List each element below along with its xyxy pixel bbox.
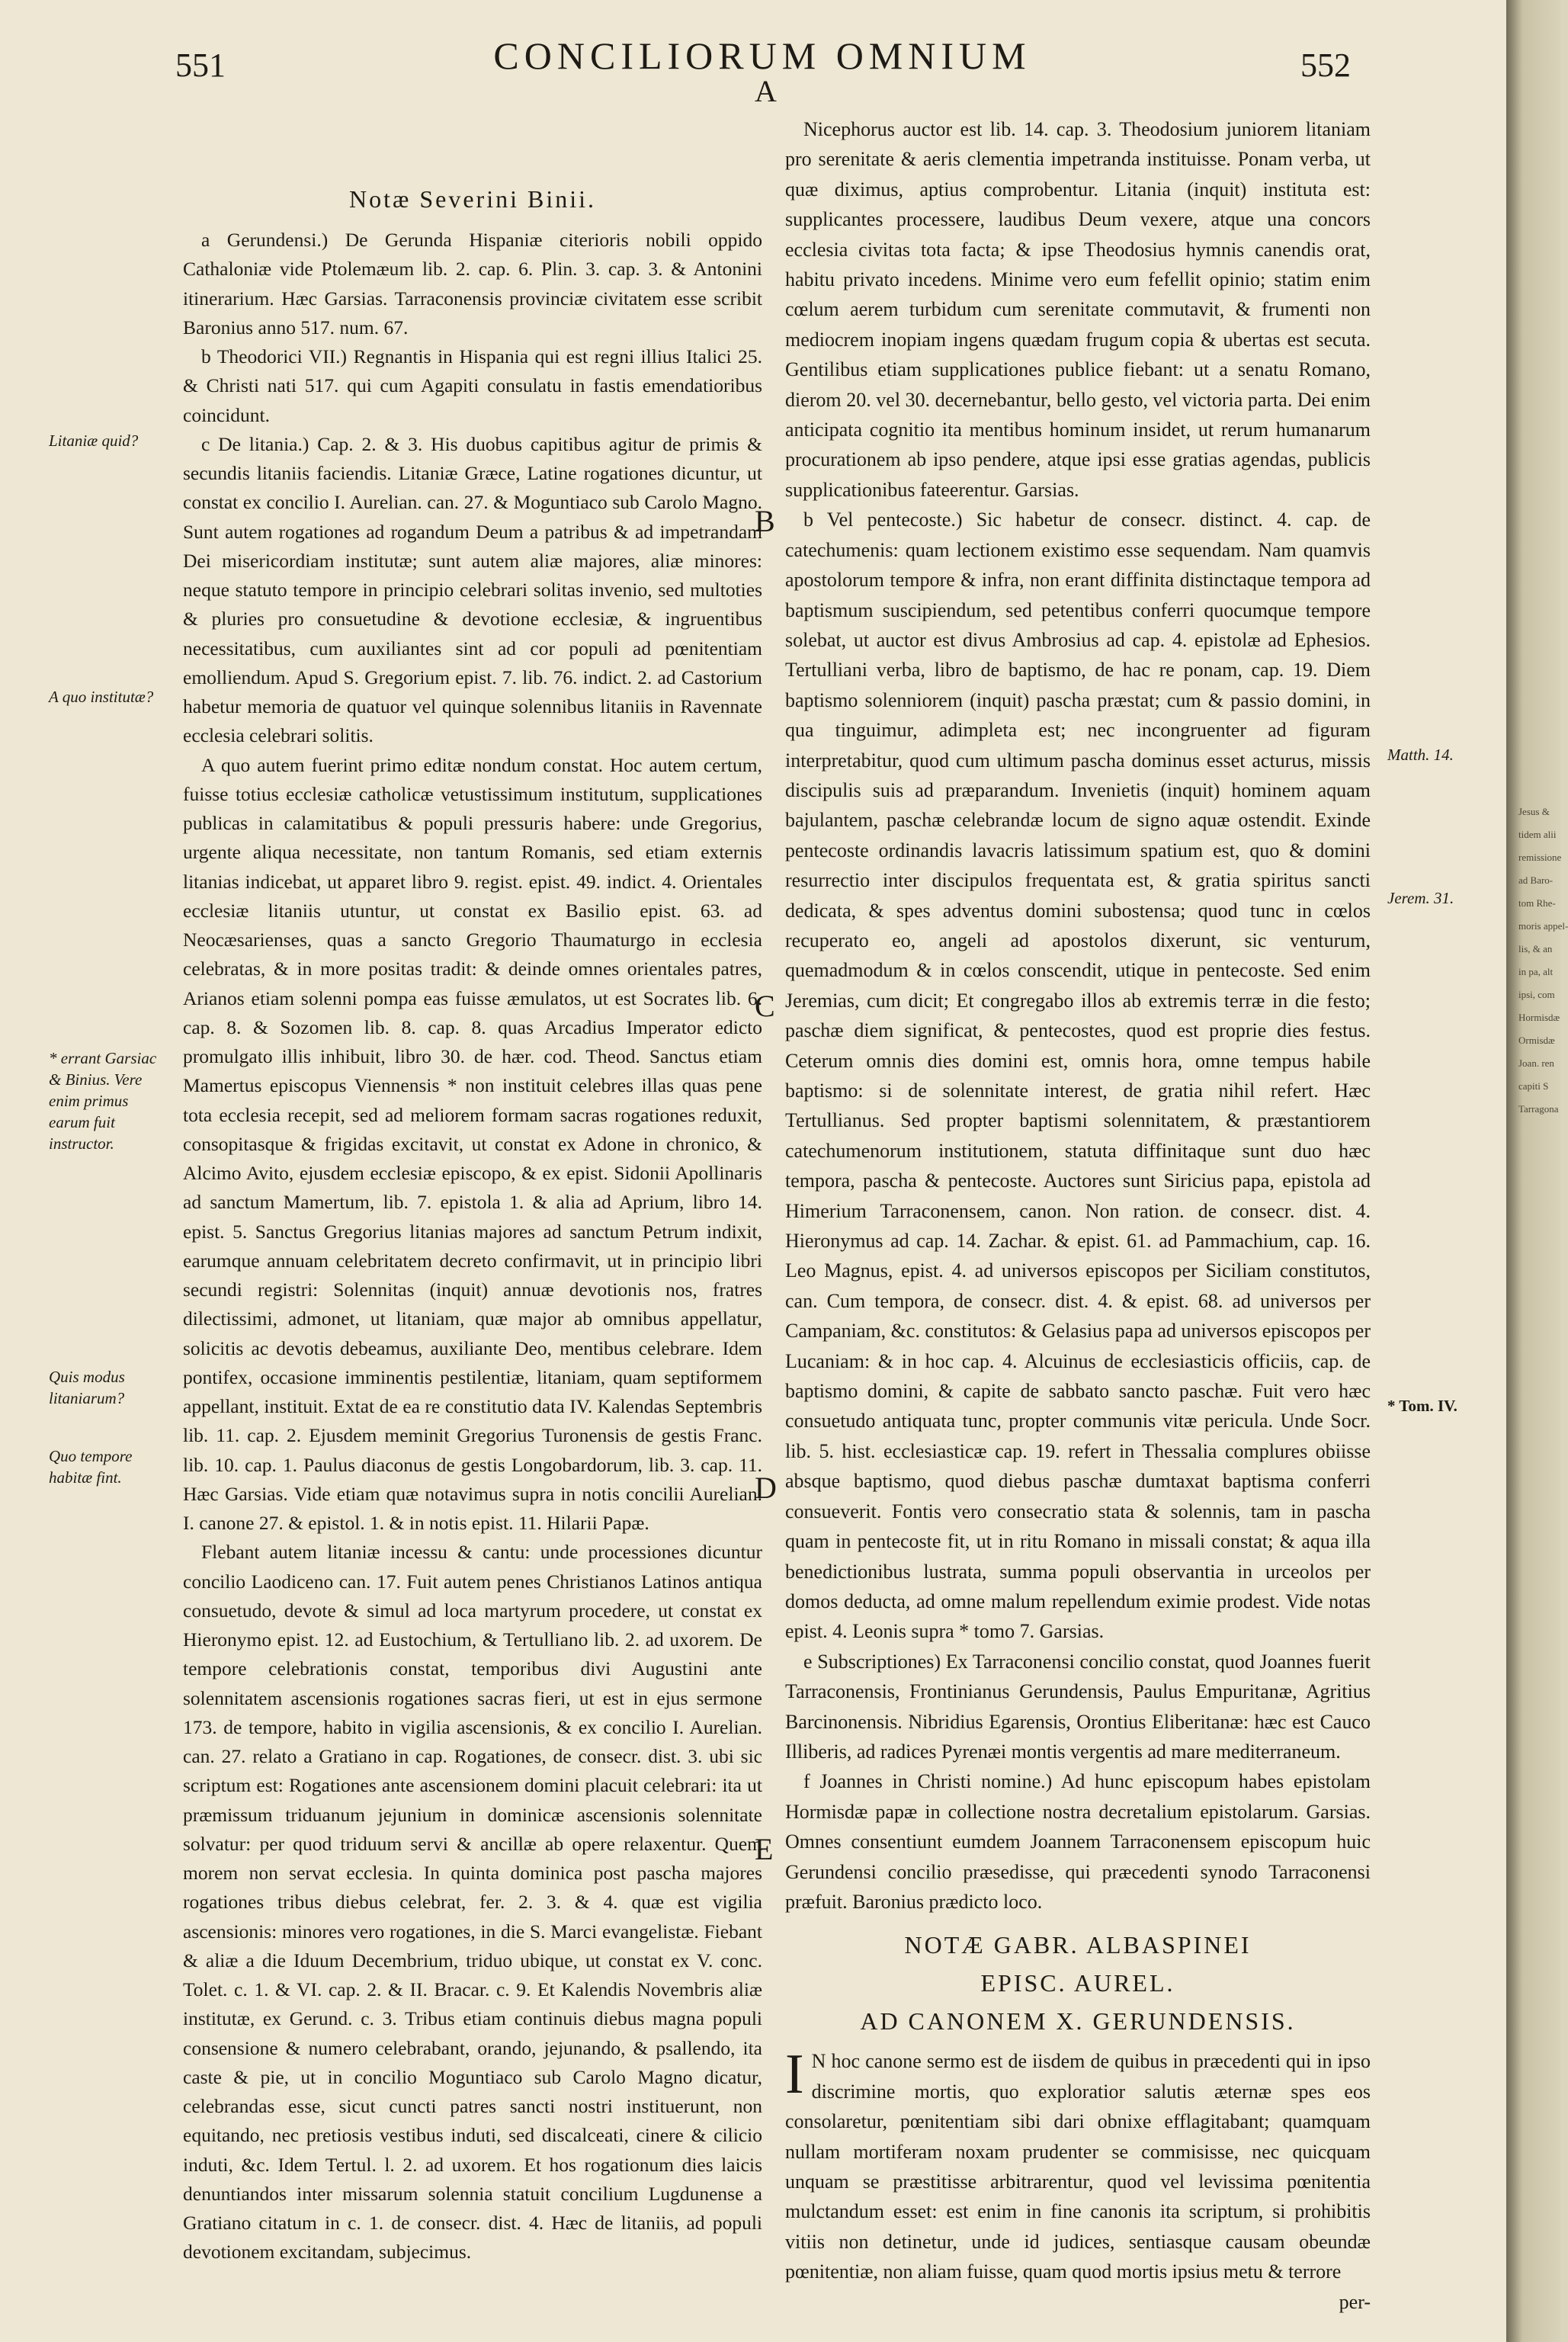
bleed-line: lis, & an (1518, 943, 1553, 954)
note-paragraph: f Joannes in Christi nomine.) Ad hunc episcopum habes epistolam Hormisdæ papæ in collectione nostra decretalium epistolarum. Garsias. Omnes consentiunt eumdem Joannem Tarraconensem episcopum huic Gerundensi concilio præsedisse, qui præcedenti synodo Tarraconensi præfuit. Baronius prædicto loco. (785, 1770, 1371, 1913)
bleed-line: Jesus & (1518, 806, 1550, 817)
section-letter: E (755, 1832, 774, 1866)
bleed-line: ad Baro- (1518, 874, 1554, 886)
section-letter: B (755, 504, 775, 538)
bleed-line: tom Rhe- (1518, 897, 1556, 909)
note-paragraph: A quo autem fuerint primo editæ nondum constat. Hoc autem certum, fuisse totius ecclesiæ catholicæ vetustissimum institutum, supplicationes publicas in calamitatibus & populi pressuris habere: unde Gregorius, urgente aliqua necessitate, non tantum Romanis, sed etiam externis litanias indicebat, ut apparet libro 9. regist. epist. 49. indict. 4. Orientales ecclesiæ litaniis utuntur, ut constat ex Basilio epist. 63. ad Neocæsarienses, quas a sancto Gregorio Thaumaturgo in ecclesia celebratas, & in more positas tradit: & deinde omnes orientales patres, Arianos etiam solenni pompa eas fuisse æmulatos, ut est Socrates lib. 6. cap. 8. & Sozomen lib. 8. cap. 8. quas Arcadius Imperator edicto promulgato illis inhibuit, libro 30. de hær. cod. Theod. Sanctus etiam Mamertus episcopus Viennensis * non instituit celebres illas quas pene tota ecclesia recepit, sed ad meliorem formam sacras rogationes reduxit, consopitasque & frigidas excitavit, ut constat ex Adone in chronico, & Alcimo Avito, ejusdem ecclesiæ episcopo, & ex epist. Sidonii Apollinaris ad sanctum Mamertum, lib. 7. epistola 1. & alia ad Aprium, libro 14. epist. 5. Sanctus Gregorius litanias majores ad sanctum Petrum indixit, earumque annuam celebritatem decreto confirmavit, ut in principio libri secundi registri: Solennitas (inquit) annuæ devotionis nos, fratres dilectissimi, admonet, ut litaniam, quæ major ab omnibus appellatur, solicitis ac devotis debeamus, auxiliante Deo, mentibus celebrare. Idem pontifex, occasione imminentis pestilentiæ, litaniam, quam septiformem appellant, instituit. Extat de ea re constitutio data IV. Kalendas Septembris lib. 11. cap. 2. Ejusdem meminit Gregorius Turonensis de gestis Franc. lib. 10. cap. 1. Paulus diaconus de gestis Longobardorum, lib. 3. cap. 11. Hæc Garsias. Vide etiam quæ notavimus supra in notis concilii Aurelian. I. canone 27. & epistol. 1. & in notis epist. 11. Hilarii Papæ. (183, 753, 762, 1534)
bleed-line: Ormisdæ (1518, 1035, 1555, 1046)
margin-note: Litaniæ quid? (49, 432, 139, 450)
bleed-line: Tarragona (1518, 1103, 1559, 1115)
drop-cap: I (785, 2043, 804, 2106)
book-gutter-edge (1506, 0, 1568, 2342)
facing-page-bleed (1518, 800, 1568, 1121)
note-paragraph (785, 2043, 1371, 2286)
margin-note: * errant Garsiac & Binius. Vere enim primus earum fuit instructor. (49, 1049, 157, 1153)
page-number-left: 551 (175, 47, 226, 84)
note-paragraph: b Theodorici VII.) Regnantis in Hispania qui est regni illius Italici 25. & Christi nati 517. qui cum Agapiti consulatu in fastis emendatioribus coincidunt. (183, 345, 762, 426)
margin-note: * Tom. IV. (1387, 1397, 1457, 1415)
left-column (183, 180, 762, 2267)
bleed-line: Joan. ren (1518, 1057, 1554, 1069)
section-subheading: AD CANONEM X. GERUNDENSIS. (860, 2007, 1296, 2036)
margin-note: Quo tempore habitæ fint. (49, 1447, 133, 1487)
note-paragraph: e Subscriptiones) Ex Tarraconensi concilio constat, quod Joannes fuerit Tarraconensis, Frontinianus Gerundensis, Paulus Empuritanæ, Agritius Barcinonensis. Nibridius Egarensis, Orontius Eliberitanæ: hæc est Cauco Illiberis, ad radices Pyrenæi montis vergentis ad mare mediterraneum. (785, 1650, 1371, 1763)
section-letter: D (755, 1471, 777, 1505)
section-subheading: EPISC. AUREL. (980, 1969, 1175, 1997)
bleed-line: capiti S (1518, 1080, 1549, 1092)
note-paragraph: c De litania.) Cap. 2. & 3. His duobus capitibus agitur de primis & secundis litaniis faciendis. Litaniæ Græce, Latine rogationes dicuntur, ut constat ex concilio I. Aurelian. can. 27. & Moguntiaco sub Carolo Magno. Sunt autem rogationes ad rogandum Deum a patribus & ad impetrandam Dei misericordiam institutæ; sunt autem aliæ majores, aliæ minores: neque statuto tempore in principio celebrari solitas invenio, sed multoties & pluries pro consuetudine & devotione ecclesiæ, & ingruentibus necessitatibus, cum auxiliantes sint ad cor populi ad pœnitentiam emolliendum. Apud S. Gregorium epist. 7. lib. 76. indict. 2. ad Castorium habetur memoria de quatuor vel quinque solennibus litaniis in Ravennate ecclesia celebrari solitis. (183, 432, 762, 747)
bleed-line: in pa, alt (1518, 966, 1554, 977)
margin-note: Jerem. 31. (1387, 889, 1454, 907)
catchword: per- (1339, 2290, 1371, 2313)
bleed-line: remissione (1518, 852, 1562, 863)
right-column (785, 114, 1371, 2317)
section-letter: A (755, 74, 777, 108)
section-letter: C (755, 989, 775, 1023)
bleed-line: ipsi, com (1518, 989, 1555, 1000)
page-number-right: 552 (1300, 47, 1351, 84)
note-paragraph: a Gerundensi.) De Gerunda Hispaniæ citerioris nobili oppido Cathaloniæ vide Ptolemæum lib. 2. cap. 6. Plin. 3. cap. 3. & Antonini itinerarium. Hæc Garsias. Tarraconensis provinciæ civitatem esse scribit Baronius anno 517. num. 67. (183, 229, 762, 338)
margin-note: A quo institutæ? (49, 688, 154, 706)
margin-note: Matth. 14. (1387, 746, 1454, 764)
margin-note: Quis modus litaniarum? (49, 1368, 125, 1407)
bleed-line: moris appel- (1518, 920, 1568, 932)
running-title: CONCILIORUM OMNIUM (493, 34, 1031, 77)
note-paragraph: Nicephorus auctor est lib. 14. cap. 3. Theodosium juniorem litaniam pro serenitate & aeris clementia impetranda instituisse. Ponam verba, ut quæ diximus, aptius comprobentur. Litania (inquit) instituta est: supplicantes processere, laudibus Deum vexere, atque una concors ecclesia civitas tota facta; & ipse Theodosius hymnis canendis orat, habitu privato incedens. Minime vero eum fefellit opinio; statim enim cœlum aerem turbidum cum serenitate commutavit, & frumenti non mediocrem inopiam ingens quædam frugum copia & ubertas est secuta. Gentilibus etiam supplicationes publice fiebant: ut a senatu Romano, dierom 20. vel 30. decernebantur, bello gesto, vel victoria parta. Dei enim anticipata cognitio ita mentibus hominum insidet, ut rerum humanarum procurationem ab ipso pendere, atque ipsi esse gratias agendas, publicis supplicationibus fateerentur. Garsias. (785, 118, 1371, 501)
bleed-line: tidem alii (1518, 829, 1557, 840)
note-paragraph: b Vel pentecoste.) Sic habetur de consecr. distinct. 4. cap. de catechumenis: quam lectionem existimo esse sequendam. Nam quamvis apostolorum tempore & infra, non erant diffinita distinctaque tempora ad baptismum suscipiendum, sed petentibus conferri quocumque tempore solebat, ut auctor est divus Ambrosius ad cap. 4. epistolæ ad Ephesios. Tertulliani verba, libro de baptismo, de hac re ponam, cap. 19. Diem baptismo solenniorem (inquit) pascha præstat; cum & passio domini, in qua tinguimur, adimpleta est; nec incongruenter ad figuram interpretabitur, quod cum ultimum pascha dominus esset acturus, missis discipulis suis ad præparandum. Invenietis (inquit) hominem aquam bajulantem, paschæ celebrandæ locum de signo aquæ ostendit. Exinde pentecoste ordinandis lavacris latissimum spatium est, quo & domini resurrectio inter discipulos frequentata est, & gratia spiritus sancti dedicata, & spes adventus domini subostensa; quod tunc in cœlos recuperato eo, angeli ad apostolos dixerunt, sic venturum, quemadmodum & in cœlos conscendit, utique in pentecoste. Sed enim Jeremias, cum dicit; Et congregabo illos ab extremis terræ in die festo; paschæ diem significat, & pentecostes, quod est proprie dies festus. Ceterum omnis dies domini est, omnis hora, omne tempus habile baptismo: si de solennitate interest, de gratia nihil refert. Hæc Tertullianus. Sed propter baptismi solennitatem, & præstantiorem catechumenorum institutionem, statuta diffinitaque sunt duo hæc tempora, pascha & pentecoste. Auctores sunt Siricius papa, epistola ad Himerium Tarraconensem, canon. Non ration. de consecr. dist. 4. Hieronymus ad cap. 14. Zachar. & epist. 61. ad Pammachium, cap. 16. Leo Magnus, epist. 4. ad universos episcopos per Siciliam constitutos, can. Cum tempora, de consecr. dist. 4. & epist. 68. ad universos per Campaniam, &c. constitutos: & Gelasius papa ad universos episcopos per Lucaniam: & in hoc cap. 4. Alcuinus de ecclesiasticis officiis, cap. de baptismo domini, & capite de sabbato sancto paschæ. Fuit vero hæc consuetudo antiquata tunc, propter communis vitæ pericula. Unde Socr. lib. 5. hist. ecclesiasticæ cap. 19. refert in Thessalia complures obiisse absque baptismo, quod diebus paschæ dumtaxat baptisma conferri consueverit. Fontis vero consecratio stata & solennis, tam in pascha quam in pentecoste fit, ut in ritu Romano in missali constat; & aqua illa benedictionibus lustrata, summa populi observantia in urceolos per domos deducta, ad omne malum repellendum eximie prodest. Vide notas epist. 4. Leonis supra * tomo 7. Garsias. (785, 509, 1371, 1643)
section-heading: NOTÆ GABR. ALBASPINEI (904, 1931, 1252, 1959)
bleed-line: Hormisdæ (1518, 1012, 1560, 1023)
section-heading: Notæ Severini Binii. (349, 185, 596, 213)
note-paragraph: Flebant autem litaniæ incessu & cantu: unde processiones dicuntur concilio Laodiceno can. 17. Fuit autem penes Christianos Latinos antiqua consuetudo, devote & simul ad loca martyrum procedere, ut constat ex Hieronymo epist. 12. ad Eustochium, & Tertulliano lib. 2. ad uxorem. De tempore celebrationis constat, temporibus divi Augustini ante solennitatem ascensionis rogationes sacras fieri, ut est in ejus sermone 173. de tempore, habito in vigilia ascensionis, & ex concilio I. Aurelian. can. 27. relato a Gratiano in cap. Rogationes, de consecr. dist. 3. ubi sic scriptum est: Rogationes ante ascensionem domini placuit celebrari: ita ut præmissum triduanum jejunium in dominicæ ascensionis solennitate solvatur: per quod triduum servi & ancillæ ab opere relaxentur. Quem morem non servat ecclesia. In quinta dominica post pascha majores rogationes tribus diebus celebrat, fer. 2. 3. & 4. quæ est vigilia ascensionis: minores vero rogationes, in die S. Marci evangelistæ. Fiebant & aliæ a die Iduum Decembrium, triduo ubique, ut constat ex V. conc. Tolet. c. 1. & VI. cap. 2. & II. Bracar. c. 9. Et Kalendis Novembris aliæ institutæ, ex Gerund. c. 3. Tribus etiam continuis diebus magna populi consensione & numero celebrabant, orando, jejunando, & psallendo, ita caste & pie, ut in concilio Moguntiaco sub Carolo Magno dicatur, celebrandas esse, sicut cuncti patres sancti nostri instituerunt, non equitando, nec pretiosis vestibus induti, sed discalceati, cinere & cilicio induti, &c. Idem Tertul. l. 2. ad uxorem. Et hos rogationum dies laicis denuntiandos inter missarum solennia statuit concilium Lugdunense a Gratiano citatum in c. 1. de consecr. dist. 4. Hæc de litaniis, ad populi devotionem excitandam, subjecimus. (183, 1541, 762, 2263)
note-paragraph-text: N hoc canone sermo est de iisdem de quibus in præcedenti qui in ipso discrimine mortis, quo exploratior salutis æternæ spes eos consolaretur, pœnitentiam sibi dari obnixe efflagitabant; quamquam nullam mortiferam noxam prudenter se commisisse, nec quicquam unquam se præstitisse arbitrarentur, quod vel levissima pœnitentia mulctandum esset: est enim in fine canonis ita scriptum, si prohibitis vitiis non detinetur, unde id judices, sentiasque causam obeundæ pœnitentiæ, non aliam fuisse, quam quod mortis ipsius metu & terrore (785, 2050, 1371, 2283)
